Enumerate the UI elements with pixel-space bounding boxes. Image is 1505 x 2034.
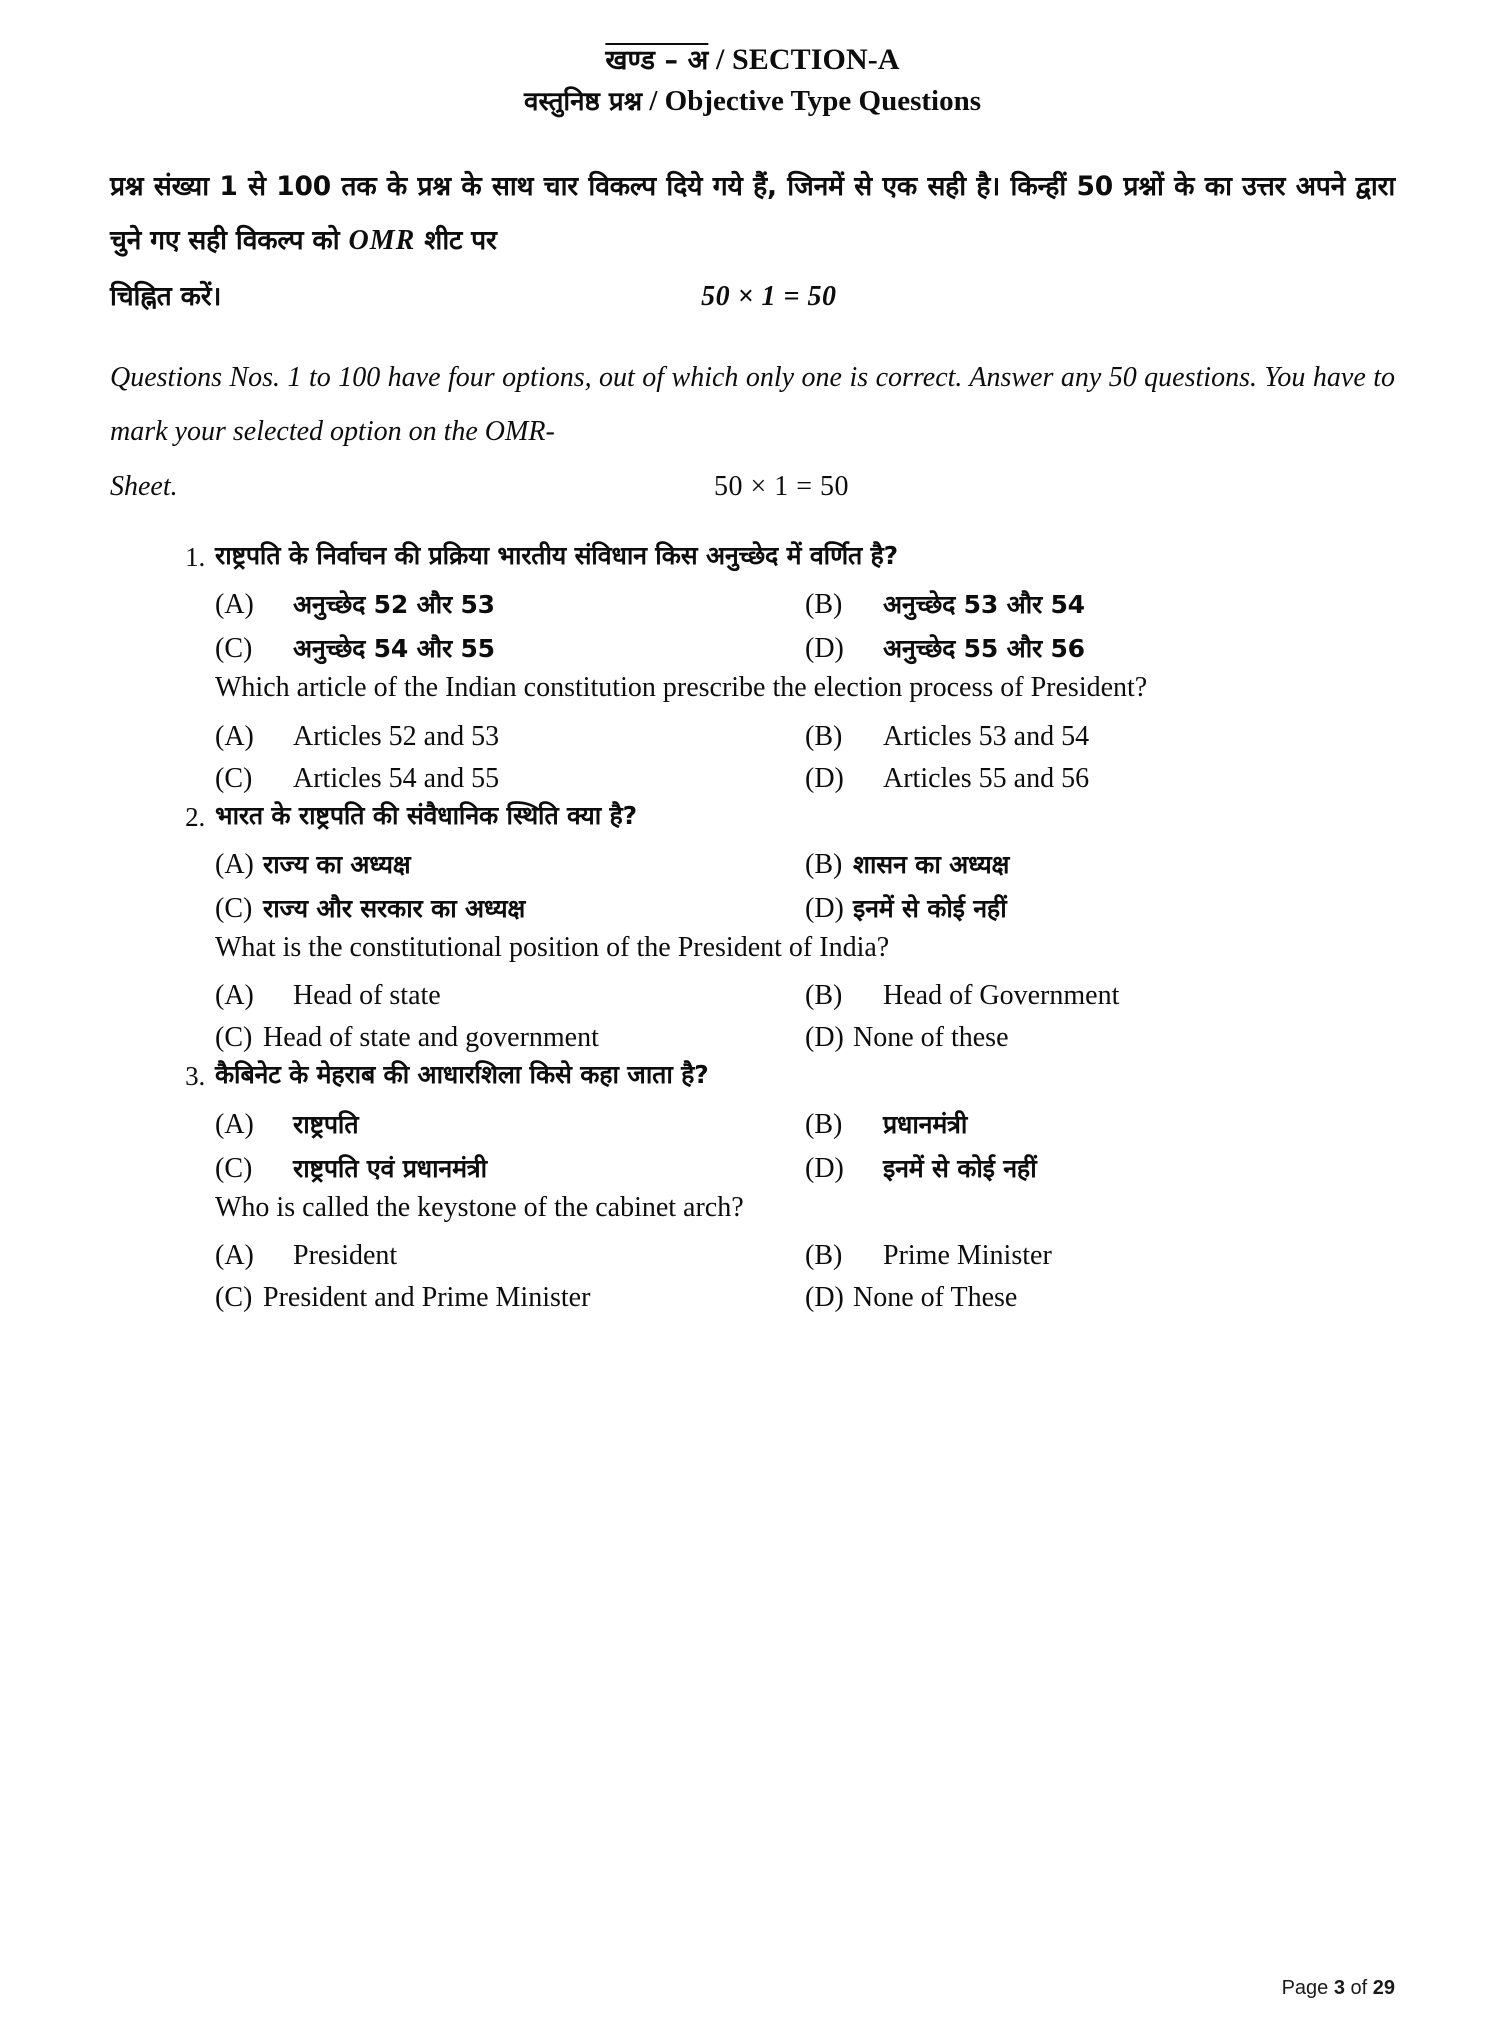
- objective-heading-english: Objective Type Questions: [664, 84, 981, 117]
- question-stem-hindi: [110, 797, 1395, 838]
- option-text: None of these: [853, 1022, 1009, 1054]
- option-label: (C): [215, 1282, 253, 1314]
- question-number: 3.: [185, 1061, 205, 1092]
- option-label: (C): [215, 1152, 253, 1184]
- option-text: अनुच्छेद 54 और 55: [293, 634, 495, 664]
- instructions-hindi-tail: चिह्नित करें।: [110, 280, 222, 312]
- option-label: (A): [215, 849, 254, 880]
- instructions-english-tail: Sheet.: [110, 471, 178, 503]
- option-label: (B): [805, 720, 843, 752]
- option-text: Articles 55 and 56: [883, 762, 1090, 794]
- instructions-hindi: [110, 160, 1395, 325]
- option-text: President: [293, 1240, 398, 1272]
- option-label: (C): [215, 762, 253, 794]
- option-c-hindi[interactable]: [215, 891, 805, 925]
- option-c-hindi[interactable]: [215, 631, 805, 665]
- instructions-hindi-text: प्रश्न संख्या 1 से 100 तक के प्रश्न के साथ चार विकल्प दिये गये हैं, जिनमें से एक सही है। किन्हीं 50 प्रश्नों के का उत्तर अपने द्वारा चुने गए सही विकल्प को: [110, 170, 1395, 256]
- option-label: (B): [805, 849, 843, 880]
- option-b-hindi[interactable]: [805, 587, 1395, 621]
- option-text: Head of state: [293, 980, 441, 1012]
- instructions-english-text: Questions Nos. 1 to 100 have four options, out of which only one is correct. Answer any 50 questions. You have to mark your selected option on the OMR-: [110, 361, 1395, 448]
- option-b-english[interactable]: [805, 980, 1395, 1012]
- option-row: [110, 1240, 1395, 1272]
- option-d-hindi[interactable]: [805, 631, 1395, 665]
- option-text: प्रधानमंत्री: [883, 1109, 968, 1139]
- instructions-hindi-text-cont: शीट पर: [415, 224, 497, 256]
- option-label: (B): [805, 1240, 843, 1272]
- option-text: अनुच्छेद 52 और 53: [293, 590, 495, 620]
- instructions-english: [110, 351, 1395, 515]
- option-row: [110, 891, 1395, 925]
- option-label: (A): [215, 980, 254, 1012]
- section-heading-hindi: खण्ड – अ: [605, 45, 709, 76]
- option-d-english[interactable]: [805, 1022, 1395, 1054]
- option-label: (D): [805, 1152, 844, 1184]
- question-stem-hindi: [110, 537, 1395, 578]
- option-label: (D): [805, 1282, 844, 1314]
- option-text: Articles 54 and 55: [293, 762, 500, 794]
- question-number: 1.: [185, 541, 205, 572]
- option-text: Articles 52 and 53: [293, 720, 500, 752]
- option-a-english[interactable]: [215, 1240, 805, 1272]
- option-text: राज्य और सरकार का अध्यक्ष: [263, 894, 526, 923]
- option-text: शासन का अध्यक्ष: [853, 850, 1010, 879]
- objective-heading-hindi: वस्तुनिष्ठ प्रश्न: [524, 86, 643, 117]
- option-label: (B): [805, 1108, 843, 1140]
- option-label: (A): [215, 720, 254, 752]
- omr-label-hindi: OMR: [348, 224, 416, 256]
- question-list: [110, 537, 1395, 1315]
- option-row: [110, 1107, 1395, 1141]
- option-label: (A): [215, 589, 254, 621]
- option-a-hindi[interactable]: [215, 847, 805, 881]
- option-d-hindi[interactable]: [805, 1151, 1395, 1185]
- option-label: (D): [805, 633, 844, 665]
- question-block: [110, 1056, 1395, 1314]
- option-text: इनमें से कोई नहीं: [883, 1153, 1037, 1183]
- option-b-english[interactable]: [805, 721, 1395, 753]
- marks-english: 50 × 1 = 50: [713, 471, 850, 503]
- option-row: [110, 587, 1395, 621]
- marks-hindi: 50 × 1 = 50: [701, 280, 837, 312]
- option-text: Head of Government: [883, 980, 1120, 1012]
- option-b-hindi[interactable]: [805, 1107, 1395, 1141]
- option-label: (C): [215, 1022, 253, 1054]
- section-heading-english: SECTION-A: [732, 43, 900, 76]
- option-label: (C): [215, 893, 253, 924]
- option-label: (A): [215, 1108, 254, 1140]
- option-text: राष्ट्रपति एवं प्रधानमंत्री: [293, 1153, 487, 1183]
- option-text: Head of state and government: [263, 1022, 599, 1054]
- option-text: राज्य का अध्यक्ष: [263, 850, 411, 879]
- option-a-hindi[interactable]: [215, 587, 805, 621]
- option-row: [110, 1282, 1395, 1314]
- option-text: अनुच्छेद 53 और 54: [883, 590, 1085, 620]
- option-text: Articles 53 and 54: [883, 720, 1090, 752]
- question-stem-hindi: [110, 1056, 1395, 1097]
- option-c-english[interactable]: [215, 763, 805, 795]
- option-text: अनुच्छेद 55 और 56: [883, 634, 1085, 664]
- option-b-english[interactable]: [805, 1240, 1395, 1272]
- option-text: इनमें से कोई नहीं: [853, 894, 1007, 923]
- question-text-hindi: कैबिनेट के मेहराब की आधारशिला किसे कहा जाता है?: [215, 1060, 709, 1090]
- question-block: [110, 797, 1395, 1055]
- section-heading-separator: /: [708, 43, 732, 76]
- option-d-english[interactable]: [805, 1282, 1395, 1314]
- option-text: Prime Minister: [883, 1240, 1052, 1272]
- option-label: (B): [805, 589, 843, 621]
- option-a-hindi[interactable]: [215, 1107, 805, 1141]
- footer-prefix: Page: [1281, 1977, 1334, 1999]
- question-text-hindi: राष्ट्रपति के निर्वाचन की प्रक्रिया भारतीय संविधान किस अनुच्छेद में वर्णित है?: [215, 540, 898, 570]
- page-footer: [1282, 1977, 1395, 2000]
- option-text: President and Prime Minister: [263, 1282, 591, 1314]
- objective-type-heading: [110, 82, 1395, 120]
- question-number: 2.: [185, 801, 205, 832]
- option-a-english[interactable]: [215, 721, 805, 753]
- option-c-english[interactable]: [215, 1022, 805, 1054]
- option-c-hindi[interactable]: [215, 1151, 805, 1185]
- question-block: [110, 537, 1395, 795]
- objective-heading-separator: /: [642, 84, 665, 117]
- option-text: None of These: [853, 1282, 1018, 1314]
- option-label: (D): [805, 893, 844, 924]
- option-a-english[interactable]: [215, 980, 805, 1012]
- option-b-hindi[interactable]: [805, 847, 1395, 881]
- question-stem-english: What is the constitutional position of the President of India?: [215, 932, 890, 963]
- option-row: [110, 1151, 1395, 1185]
- option-label: (C): [215, 633, 253, 665]
- footer-middle: of: [1344, 1977, 1373, 1999]
- question-stem-english: Which article of the Indian constitution prescribe the election process of President?: [215, 672, 1148, 704]
- instructions-english-last-line: [110, 460, 1395, 515]
- option-label: (D): [805, 762, 844, 794]
- option-row: [110, 763, 1395, 795]
- footer-total-pages: 29: [1372, 1977, 1395, 1999]
- option-label: (B): [805, 980, 843, 1012]
- option-row: [110, 721, 1395, 753]
- option-d-english[interactable]: [805, 763, 1395, 795]
- question-text-hindi: भारत के राष्ट्रपति की संवैधानिक स्थिति क्या है?: [215, 800, 637, 830]
- section-heading: [110, 40, 1395, 80]
- option-label: (D): [805, 1022, 844, 1054]
- option-c-english[interactable]: [215, 1282, 805, 1314]
- option-row: [110, 1022, 1395, 1054]
- option-row: [110, 631, 1395, 665]
- instructions-hindi-last-line: [110, 269, 1395, 325]
- question-stem-english: Who is called the keystone of the cabinet arch?: [215, 1191, 744, 1223]
- option-row: [110, 847, 1395, 881]
- option-d-hindi[interactable]: [805, 891, 1395, 925]
- footer-page-number: 3: [1333, 1977, 1345, 1999]
- option-text: राष्ट्रपति: [293, 1109, 359, 1139]
- option-label: (A): [215, 1240, 254, 1272]
- option-row: [110, 980, 1395, 1012]
